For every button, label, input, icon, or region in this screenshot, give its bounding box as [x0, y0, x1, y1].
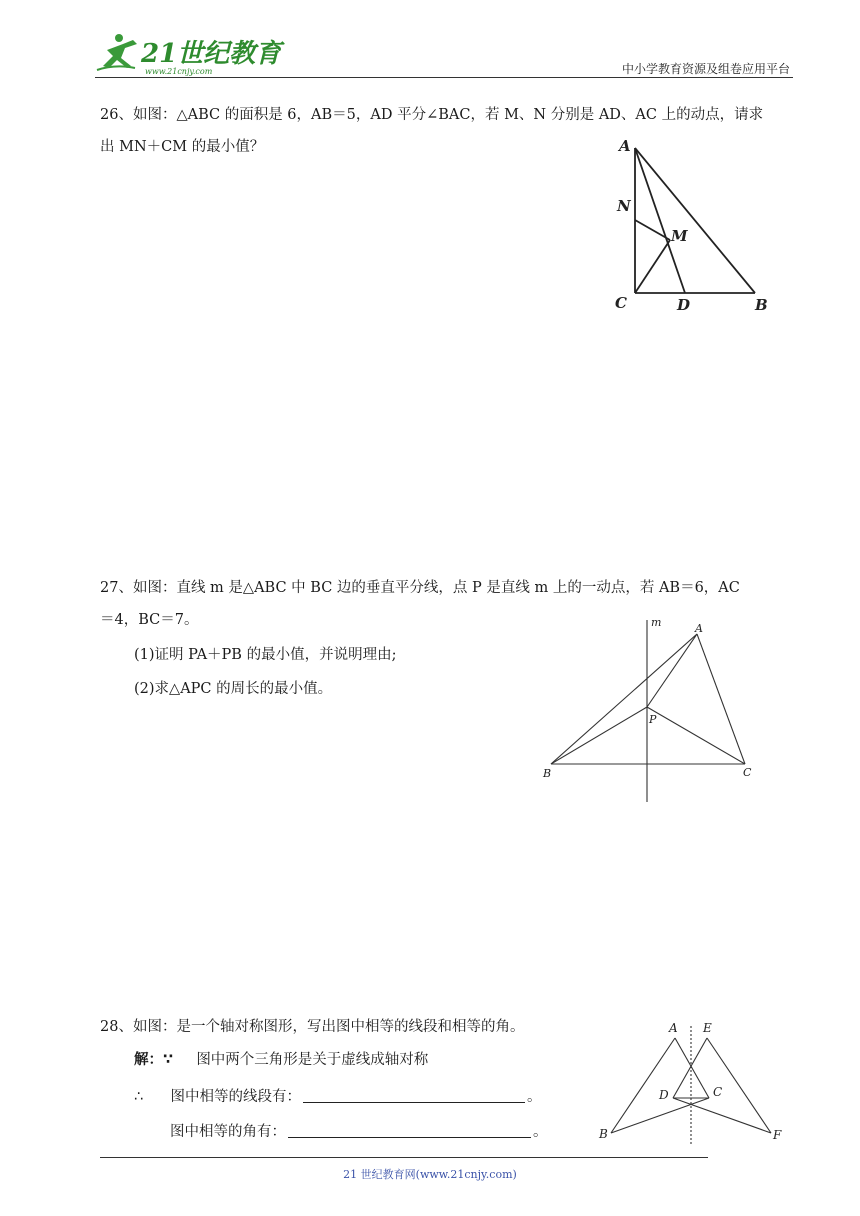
q28-line1: 28、如图：是一个轴对称图形，写出图中相等的线段和相等的角。	[100, 1019, 525, 1035]
q26-label-B: B	[755, 296, 768, 314]
q27-line1: 27、如图：直线 m 是△ABC 中 BC 边的垂直平分线，点 P 是直线 m 上的一动点，若 AB＝6，AC	[100, 580, 740, 596]
q28-angles-prefix: 图中相等的角有：	[170, 1124, 286, 1140]
site-logo	[95, 30, 282, 78]
logo-text: 21世纪教育	[141, 39, 282, 69]
q28-solution	[134, 1053, 428, 1068]
angles-answer-blank[interactable]	[288, 1123, 531, 1138]
q28-angles-row	[170, 1123, 548, 1140]
q28-segments-suffix: 。	[526, 1089, 542, 1105]
platform-title: 中小学教育资源及组卷应用平台	[621, 62, 790, 76]
q27-label-B: B	[543, 767, 552, 780]
q26-line1: 26、如图：△ABC 的面积是 6，AB＝5，AD 平分∠BAC，若 M、N 分别是 AD、AC 上的动点，请求	[100, 107, 764, 123]
q26-line2: 出 MN＋CM 的最小值？	[100, 139, 265, 155]
footer-link[interactable]: 21 世纪教育网(www.21cnjy.com)	[343, 1168, 517, 1181]
q27-part2: (2)求△APC 的周长的最小值。	[134, 681, 333, 697]
q28-angles-suffix: 。	[533, 1124, 548, 1140]
q28-label-D: D	[659, 1088, 669, 1102]
q28-segments-row	[134, 1088, 541, 1105]
q26-label-N: N	[617, 197, 631, 215]
q26-label-D: D	[677, 296, 691, 314]
q28-symmetry-figure	[595, 1018, 795, 1148]
q28-label-F: F	[773, 1128, 782, 1142]
q26-label-C: C	[615, 294, 627, 312]
q28-label-E: E	[703, 1021, 712, 1035]
q28-solution-label: 解：∵	[134, 1052, 174, 1068]
q28-segments-prefix: 图中相等的线段有：	[170, 1089, 301, 1105]
therefore-symbol: ∴	[134, 1089, 144, 1105]
q28-label-B: B	[599, 1127, 608, 1141]
q26-label-M: M	[671, 227, 688, 245]
footer-divider	[100, 1157, 708, 1158]
q28-solution-text: 图中两个三角形是关于虚线成轴对称	[196, 1052, 429, 1068]
q27-part1: (1)证明 PA＋PB 的最小值，并说明理由;	[134, 647, 397, 663]
q27-label-m: m	[651, 616, 662, 629]
runner-logo-icon	[95, 30, 282, 78]
q27-line2: ＝4，BC＝7。	[100, 612, 199, 628]
header-divider	[95, 77, 793, 78]
q28-label-A: A	[669, 1021, 678, 1035]
segments-answer-blank[interactable]	[303, 1088, 525, 1103]
q27-label-P: P	[649, 713, 657, 726]
q26-triangle-figure	[605, 135, 785, 315]
logo-url: www.21cnjy.com	[145, 67, 213, 76]
q27-label-C: C	[743, 766, 752, 779]
q26-label-A: A	[619, 137, 631, 155]
q28-label-C: C	[713, 1085, 723, 1099]
q27-label-A: A	[695, 622, 703, 635]
q27-triangle-figure	[535, 612, 765, 807]
